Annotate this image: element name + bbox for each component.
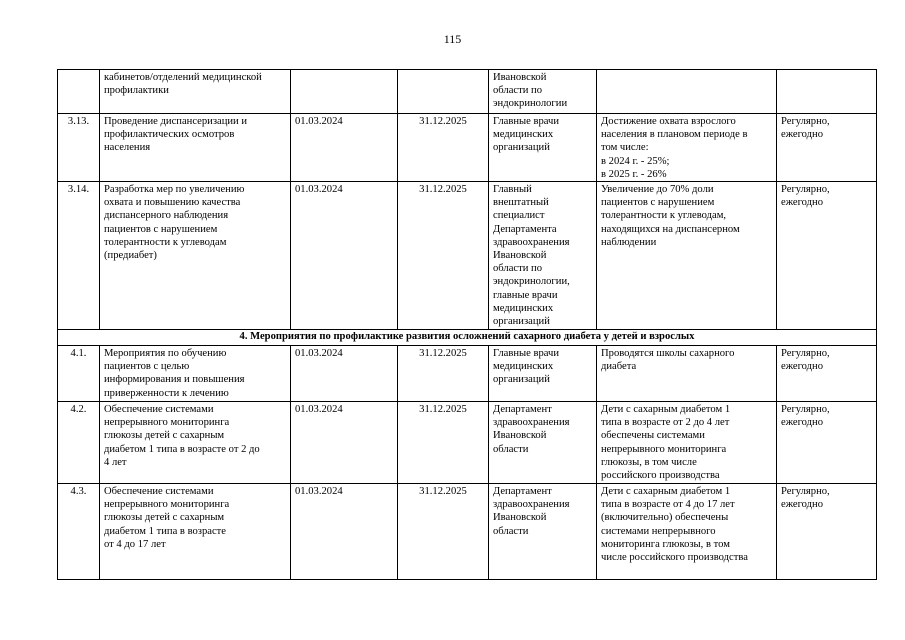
period-cell: Регулярно, ежегодно xyxy=(777,182,877,330)
end-date-cell xyxy=(398,70,489,114)
row-number: 4.1. xyxy=(58,346,100,402)
event-cell: Обеспечение системами непрерывного мониторинга глюкозы детей с сахарным диабетом 1 типа в возрасте от 2 до 4 лет xyxy=(100,402,291,484)
event-cell: Обеспечение системами непрерывного мониторинга глюкозы детей с сахарным диабетом 1 типа в возрасте от 4 до 17 лет xyxy=(100,484,291,580)
responsible-cell: Главный внештатный специалист Департамента здравоохранения Ивановской области по эндокринологии, главные врачи медицинских организаций xyxy=(489,182,597,330)
responsible-cell: Главные врачи медицинских организаций xyxy=(489,346,597,402)
page-number: 115 xyxy=(443,32,462,46)
start-date-cell xyxy=(291,70,398,114)
result-cell: Проводятся школы сахарного диабета xyxy=(597,346,777,402)
responsible-cell: Ивановской области по эндокринологии xyxy=(489,70,597,114)
start-date-cell: 01.03.2024 xyxy=(291,346,398,402)
section-title: 4. Мероприятия по профилактике развития осложнений сахарного диабета у детей и взрослых xyxy=(58,330,877,346)
table-row xyxy=(58,402,877,484)
period-cell: Регулярно, ежегодно xyxy=(777,402,877,484)
period-cell: Регулярно, ежегодно xyxy=(777,114,877,182)
table-row xyxy=(58,70,877,114)
end-date-cell: 31.12.2025 xyxy=(398,114,489,182)
result-cell xyxy=(597,70,777,114)
start-date-cell: 01.03.2024 xyxy=(291,182,398,330)
row-number: 4.2. xyxy=(58,402,100,484)
table-row xyxy=(58,346,877,402)
end-date-cell: 31.12.2025 xyxy=(398,484,489,580)
end-date-cell: 31.12.2025 xyxy=(398,402,489,484)
row-number xyxy=(58,70,100,114)
table-row xyxy=(58,484,877,580)
result-cell: Увеличение до 70% доли пациентов с нарушением толерантности к углеводам, находящихся на диспансерном наблюдении xyxy=(597,182,777,330)
start-date-cell: 01.03.2024 xyxy=(291,402,398,484)
end-date-cell: 31.12.2025 xyxy=(398,182,489,330)
responsible-cell: Главные врачи медицинских организаций xyxy=(489,114,597,182)
table-row xyxy=(58,114,877,182)
start-date-cell: 01.03.2024 xyxy=(291,114,398,182)
end-date-cell: 31.12.2025 xyxy=(398,346,489,402)
result-cell: Дети с сахарным диабетом 1 типа в возрасте от 2 до 4 лет обеспечены системами непрерывного мониторинга глюкозы, в том числе российского производства xyxy=(597,402,777,484)
result-cell: Дети с сахарным диабетом 1 типа в возрасте от 4 до 17 лет (включительно) обеспечены системами непрерывного мониторинга глюкозы, в том числе российского производства xyxy=(597,484,777,580)
event-cell: Проведение диспансеризации и профилактических осмотров населения xyxy=(100,114,291,182)
event-cell: Разработка мер по увеличению охвата и повышению качества диспансерного наблюдения пациентов с нарушением толерантности к углеводам (предиабет) xyxy=(100,182,291,330)
result-cell: Достижение охвата взрослого населения в плановом периоде в том числе: в 2024 г. - 25%; в 2025 г. - 26% xyxy=(597,114,777,182)
row-number: 3.13. xyxy=(58,114,100,182)
event-cell: Мероприятия по обучению пациентов с целью информирования и повышения приверженности к лечению xyxy=(100,346,291,402)
event-cell: кабинетов/отделений медицинской профилактики xyxy=(100,70,291,114)
responsible-cell: Департамент здравоохранения Ивановской области xyxy=(489,402,597,484)
table-row xyxy=(58,182,877,330)
period-cell: Регулярно, ежегодно xyxy=(777,346,877,402)
measures-table xyxy=(57,69,877,580)
row-number: 3.14. xyxy=(58,182,100,330)
period-cell: Регулярно, ежегодно xyxy=(777,484,877,580)
period-cell xyxy=(777,70,877,114)
responsible-cell: Департамент здравоохранения Ивановской области xyxy=(489,484,597,580)
row-number: 4.3. xyxy=(58,484,100,580)
section-header-row xyxy=(58,330,877,346)
start-date-cell: 01.03.2024 xyxy=(291,484,398,580)
